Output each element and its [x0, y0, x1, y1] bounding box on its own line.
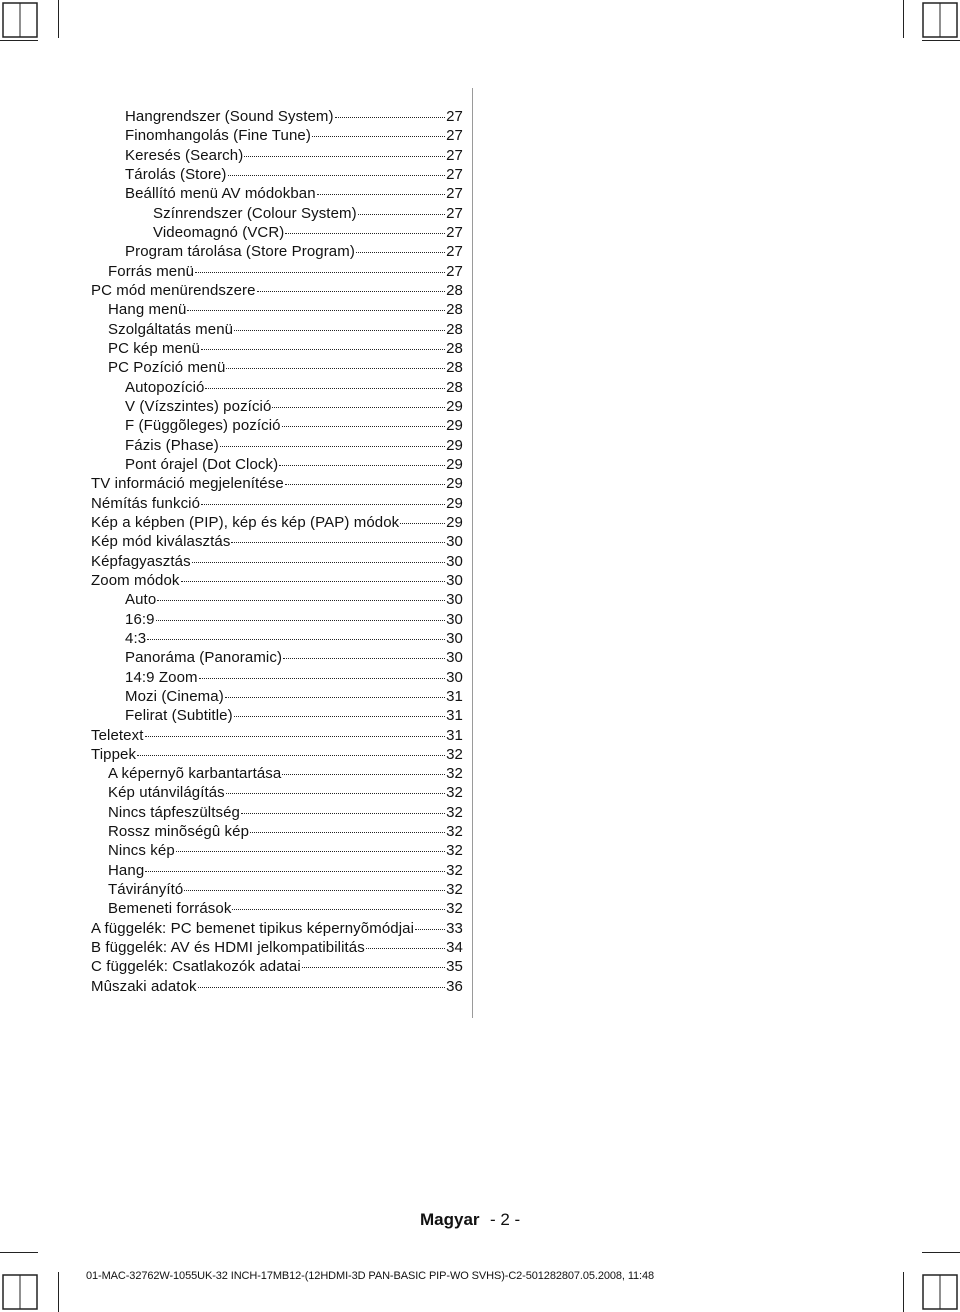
toc-dot-leader [285, 484, 445, 485]
toc-entry-page: 30 [446, 552, 463, 570]
toc-entry-title: Kép a képben (PIP), kép és kép (PAP) módok [91, 513, 400, 531]
toc-entry-page: 32 [446, 881, 463, 899]
toc-entry-title: Tippek [91, 745, 137, 763]
toc-entry-title: Auto [125, 591, 157, 609]
toc-entry[interactable] [91, 861, 463, 880]
toc-entry-page: 28 [446, 339, 463, 357]
toc-dot-leader [366, 948, 445, 949]
toc-entry-title: Fázis (Phase) [125, 436, 219, 454]
toc-dot-leader [228, 175, 446, 176]
toc-entry[interactable] [91, 397, 463, 416]
toc-entry[interactable] [91, 919, 463, 938]
toc-dot-leader [241, 813, 445, 814]
toc-entry-title: Videomagnó (VCR) [153, 223, 285, 241]
toc-entry-title: Tárolás (Store) [125, 165, 227, 183]
toc-entry[interactable] [91, 552, 463, 571]
table-of-contents [91, 107, 463, 996]
registration-target-icon-top-right [922, 2, 958, 38]
toc-entry[interactable] [91, 262, 463, 281]
toc-entry-title: Panoráma (Panoramic) [125, 649, 283, 667]
toc-dot-leader [302, 967, 445, 968]
toc-dot-leader [282, 426, 446, 427]
toc-entry[interactable] [91, 358, 463, 377]
toc-entry[interactable] [91, 436, 463, 455]
toc-entry[interactable] [91, 126, 463, 145]
toc-entry-page: 29 [446, 417, 463, 435]
toc-dot-leader [205, 388, 445, 389]
toc-dot-leader [220, 446, 445, 447]
toc-entry-page: 32 [446, 861, 463, 879]
toc-entry-page: 27 [446, 146, 463, 164]
crop-mark-bottom-right-h [922, 1252, 960, 1253]
toc-entry-title: Finomhangolás (Fine Tune) [125, 127, 311, 145]
toc-entry[interactable] [91, 281, 463, 300]
toc-entry-title: Mozi (Cinema) [125, 687, 224, 705]
toc-dot-leader [250, 832, 445, 833]
toc-entry-title: Forrás menü [108, 262, 195, 280]
toc-dot-leader [231, 542, 445, 543]
toc-entry-page: 29 [446, 513, 463, 531]
toc-entry-page: 32 [446, 745, 463, 763]
toc-dot-leader [181, 581, 446, 582]
toc-dot-leader [201, 349, 445, 350]
toc-entry-title: 14:9 Zoom [125, 668, 198, 686]
toc-entry-title: Nincs kép [108, 842, 175, 860]
toc-entry-page: 28 [446, 378, 463, 396]
toc-entry[interactable] [91, 165, 463, 184]
footer-language: Magyar [420, 1210, 480, 1229]
toc-entry[interactable] [91, 977, 463, 996]
toc-dot-leader [176, 851, 445, 852]
toc-entry-title: Némítás funkció [91, 494, 201, 512]
toc-entry-title: F (Függõleges) pozíció [125, 417, 281, 435]
toc-entry-page: 28 [446, 320, 463, 338]
toc-entry-page: 27 [446, 165, 463, 183]
toc-entry-title: Zoom módok [91, 571, 180, 589]
column-divider [472, 88, 473, 1018]
toc-entry-page: 30 [446, 533, 463, 551]
toc-dot-leader [317, 194, 445, 195]
toc-entry-page: 32 [446, 823, 463, 841]
toc-entry-title: Beállító menü AV módokban [125, 185, 316, 203]
toc-dot-leader [199, 678, 446, 679]
toc-entry-title: PC mód menürendszere [91, 281, 256, 299]
toc-entry[interactable] [91, 339, 463, 358]
toc-entry[interactable] [91, 474, 463, 493]
toc-entry[interactable] [91, 300, 463, 319]
toc-entry-page: 33 [446, 919, 463, 937]
toc-entry[interactable] [91, 822, 463, 841]
toc-dot-leader [198, 987, 445, 988]
toc-entry[interactable] [91, 899, 463, 918]
toc-entry[interactable] [91, 590, 463, 609]
toc-entry[interactable] [91, 706, 463, 725]
toc-entry[interactable] [91, 841, 463, 860]
crop-mark-bottom-right-v [903, 1272, 904, 1312]
toc-entry[interactable] [91, 687, 463, 706]
toc-entry-title: Teletext [91, 726, 144, 744]
toc-entry-page: 29 [446, 436, 463, 454]
toc-entry-title: Mûszaki adatok [91, 977, 197, 995]
footer-file-info: 01-MAC-32762W-1055UK-32 INCH-17MB12-(12HDMI-3D PAN-BASIC PIP-WO SVHS)-C2-501282807.05.2008, 11:48 [86, 1270, 655, 1282]
crop-mark-top-left-h [0, 40, 38, 41]
toc-entry-title: Keresés (Search) [125, 146, 244, 164]
toc-dot-leader [285, 233, 445, 234]
toc-entry-page: 28 [446, 281, 463, 299]
toc-entry-page: 36 [446, 977, 463, 995]
toc-entry-title: Hang [108, 861, 145, 879]
toc-entry[interactable] [91, 223, 463, 242]
footer-page-number: - 2 - [490, 1210, 521, 1229]
toc-entry-title: Hangrendszer (Sound System) [125, 108, 334, 125]
toc-entry-page: 30 [446, 629, 463, 647]
toc-dot-leader [282, 774, 445, 775]
toc-entry-page: 29 [446, 397, 463, 415]
toc-entry-title: PC Pozíció menü [108, 359, 226, 377]
toc-dot-leader [358, 214, 445, 215]
toc-entry[interactable] [91, 957, 463, 976]
toc-entry-title: B függelék: AV és HDMI jelkompatibilitás [91, 939, 365, 957]
toc-dot-leader [232, 909, 445, 910]
toc-dot-leader [192, 562, 445, 563]
toc-entry[interactable] [91, 378, 463, 397]
toc-dot-leader [400, 523, 445, 524]
toc-dot-leader [244, 156, 445, 157]
registration-target-icon-bottom-left [2, 1274, 38, 1310]
toc-entry-title: PC kép menü [108, 339, 200, 357]
toc-entry-title: Színrendszer (Colour System) [153, 204, 357, 222]
toc-entry-page: 29 [446, 494, 463, 512]
toc-entry[interactable] [91, 803, 463, 822]
toc-dot-leader [272, 407, 445, 408]
toc-dot-leader [147, 639, 445, 640]
toc-entry-page: 27 [446, 127, 463, 145]
toc-entry[interactable] [91, 107, 463, 126]
toc-entry[interactable] [91, 648, 463, 667]
toc-entry-page: 30 [446, 649, 463, 667]
toc-dot-leader [226, 793, 445, 794]
toc-entry-page: 31 [446, 707, 463, 725]
toc-entry[interactable] [91, 745, 463, 764]
toc-entry[interactable] [91, 783, 463, 802]
toc-entry[interactable] [91, 416, 463, 435]
toc-dot-leader [356, 252, 445, 253]
toc-entry[interactable] [91, 880, 463, 899]
toc-entry-title: Bemeneti források [108, 900, 232, 918]
toc-entry-page: 30 [446, 668, 463, 686]
toc-dot-leader [184, 890, 445, 891]
toc-entry-page: 28 [446, 301, 463, 319]
toc-entry[interactable] [91, 455, 463, 474]
toc-entry-page: 30 [446, 571, 463, 589]
toc-entry-title: Felirat (Subtitle) [125, 707, 233, 725]
toc-entry-title: 4:3 [125, 629, 147, 647]
toc-entry[interactable] [91, 629, 463, 648]
toc-dot-leader [335, 117, 445, 118]
toc-entry-page: 31 [446, 687, 463, 705]
toc-entry[interactable] [91, 764, 463, 783]
toc-entry-title: Kép utánvilágítás [108, 784, 225, 802]
toc-dot-leader [156, 620, 446, 621]
toc-entry[interactable] [91, 668, 463, 687]
crop-mark-top-right-h [922, 40, 960, 41]
toc-entry-title: Nincs tápfeszültség [108, 803, 240, 821]
toc-dot-leader [257, 291, 446, 292]
toc-entry-page: 34 [446, 939, 463, 957]
toc-entry-page: 27 [446, 243, 463, 261]
toc-entry[interactable] [91, 938, 463, 957]
toc-dot-leader [234, 716, 445, 717]
toc-dot-leader [195, 272, 445, 273]
toc-entry[interactable] [91, 571, 463, 590]
toc-entry-page: 27 [446, 204, 463, 222]
toc-entry-page: 27 [446, 185, 463, 203]
toc-entry-page: 32 [446, 900, 463, 918]
toc-entry-page: 35 [446, 958, 463, 976]
toc-entry-page: 27 [446, 108, 463, 125]
toc-entry-page: 32 [446, 765, 463, 783]
crop-mark-bottom-left-h [0, 1252, 38, 1253]
toc-entry[interactable] [91, 320, 463, 339]
toc-entry-title: A függelék: PC bemenet tipikus képernyõmódjai [91, 919, 415, 937]
toc-dot-leader [157, 600, 445, 601]
toc-entry-page: 30 [446, 591, 463, 609]
toc-entry-page: 31 [446, 726, 463, 744]
toc-entry-page: 27 [446, 262, 463, 280]
toc-entry[interactable] [91, 610, 463, 629]
toc-entry-page: 27 [446, 223, 463, 241]
toc-entry-page: 29 [446, 475, 463, 493]
toc-entry[interactable] [91, 513, 463, 532]
toc-entry-title: Pont órajel (Dot Clock) [125, 455, 279, 473]
toc-entry-page: 29 [446, 455, 463, 473]
toc-entry-title: Szolgáltatás menü [108, 320, 234, 338]
registration-target-icon-top-left [2, 2, 38, 38]
toc-entry[interactable] [91, 146, 463, 165]
toc-entry-title: Távirányító [108, 881, 184, 899]
toc-entry-title: 16:9 [125, 610, 155, 628]
toc-dot-leader [201, 504, 445, 505]
toc-entry-page: 30 [446, 610, 463, 628]
toc-dot-leader [137, 755, 445, 756]
toc-entry-page: 32 [446, 803, 463, 821]
toc-dot-leader [226, 368, 445, 369]
toc-dot-leader [283, 658, 445, 659]
toc-entry-title: Program tárolása (Store Program) [125, 243, 355, 261]
toc-entry[interactable] [91, 726, 463, 745]
toc-dot-leader [415, 929, 445, 930]
toc-dot-leader [145, 871, 445, 872]
toc-entry-title: A képernyõ karbantartása [108, 765, 282, 783]
crop-mark-top-left-v [58, 0, 59, 38]
toc-entry-title: Képfagyasztás [91, 552, 191, 570]
toc-entry[interactable] [91, 184, 463, 203]
toc-entry-title: Rossz minõségû kép [108, 823, 250, 841]
toc-dot-leader [145, 736, 446, 737]
toc-dot-leader [279, 465, 445, 466]
toc-entry[interactable] [91, 494, 463, 513]
toc-entry-title: TV információ megjelenítése [91, 475, 284, 493]
toc-entry-title: Hang menü [108, 301, 187, 319]
toc-entry-title: V (Vízszintes) pozíció [125, 397, 272, 415]
toc-entry-title: Autopozíció [125, 378, 205, 396]
toc-entry-page: 32 [446, 842, 463, 860]
toc-entry-title: Kép mód kiválasztás [91, 533, 231, 551]
toc-dot-leader [312, 136, 445, 137]
toc-entry-page: 32 [446, 784, 463, 802]
registration-target-icon-bottom-right [922, 1274, 958, 1310]
toc-entry-title: C függelék: Csatlakozók adatai [91, 958, 301, 976]
toc-entry[interactable] [91, 204, 463, 223]
crop-mark-bottom-left-v [58, 1272, 59, 1312]
toc-dot-leader [187, 310, 445, 311]
crop-mark-top-right-v [903, 0, 904, 38]
toc-entry-page: 28 [446, 359, 463, 377]
toc-entry[interactable] [91, 242, 463, 261]
toc-dot-leader [234, 330, 445, 331]
toc-entry[interactable] [91, 532, 463, 551]
toc-dot-leader [225, 697, 445, 698]
